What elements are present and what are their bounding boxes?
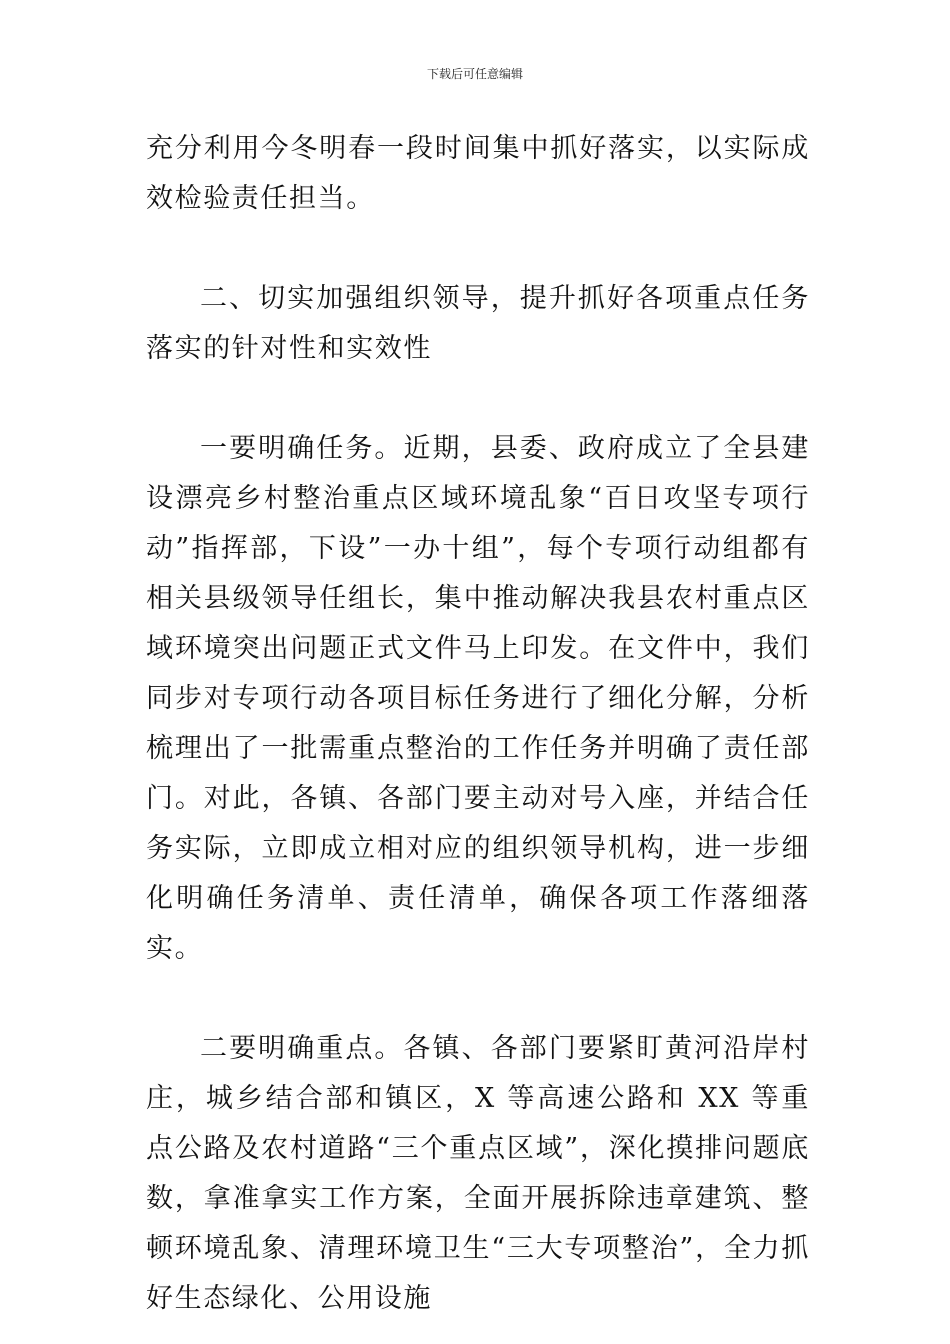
paragraph-clarify-priorities: 二要明确重点。各镇、各部门要紧盯黄河沿岸村庄，城乡结合部和镇区，X 等高速公路和 XX 等重点公路及农村道路“三个重点区域”，深化摸排问题底数，拿准拿实工作方案，全面开展拆除违章建筑、整顿环境乱象、清理环境卫生“三大专项整治”，全力抓好生态绿化、公用设施 [146, 1033, 810, 1314]
page-header-note: 下载后可任意编辑 [426, 67, 523, 81]
section-heading: 二、切实加强组织领导，提升抓好各项重点任务落实的针对性和实效性 [146, 283, 810, 364]
paragraph-continuation: 充分利用今冬明春一段时间集中抓好落实，以实际成效检验责任担当。 [146, 133, 810, 214]
document-body [146, 124, 810, 1324]
paragraph-clarify-tasks: 一要明确任务。近期，县委、政府成立了全县建设漂亮乡村整治重点区域环境乱象“百日攻坚专项行动”指挥部，下设”一办十组”，每个专项行动组都有相关县级领导任组长，集中推动解决我县农村重点区域环境突出问题正式文件马上印发。在文件中，我们同步对专项行动各项目标任务进行了细化分解，分析梳理出了一批需重点整治的工作任务并明确了责任部门。对此，各镇、各部门要主动对号入座，并结合任务实际，立即成立相对应的组织领导机构，进一步细化明确任务清单、责任清单，确保各项工作落细落实。 [146, 433, 810, 964]
